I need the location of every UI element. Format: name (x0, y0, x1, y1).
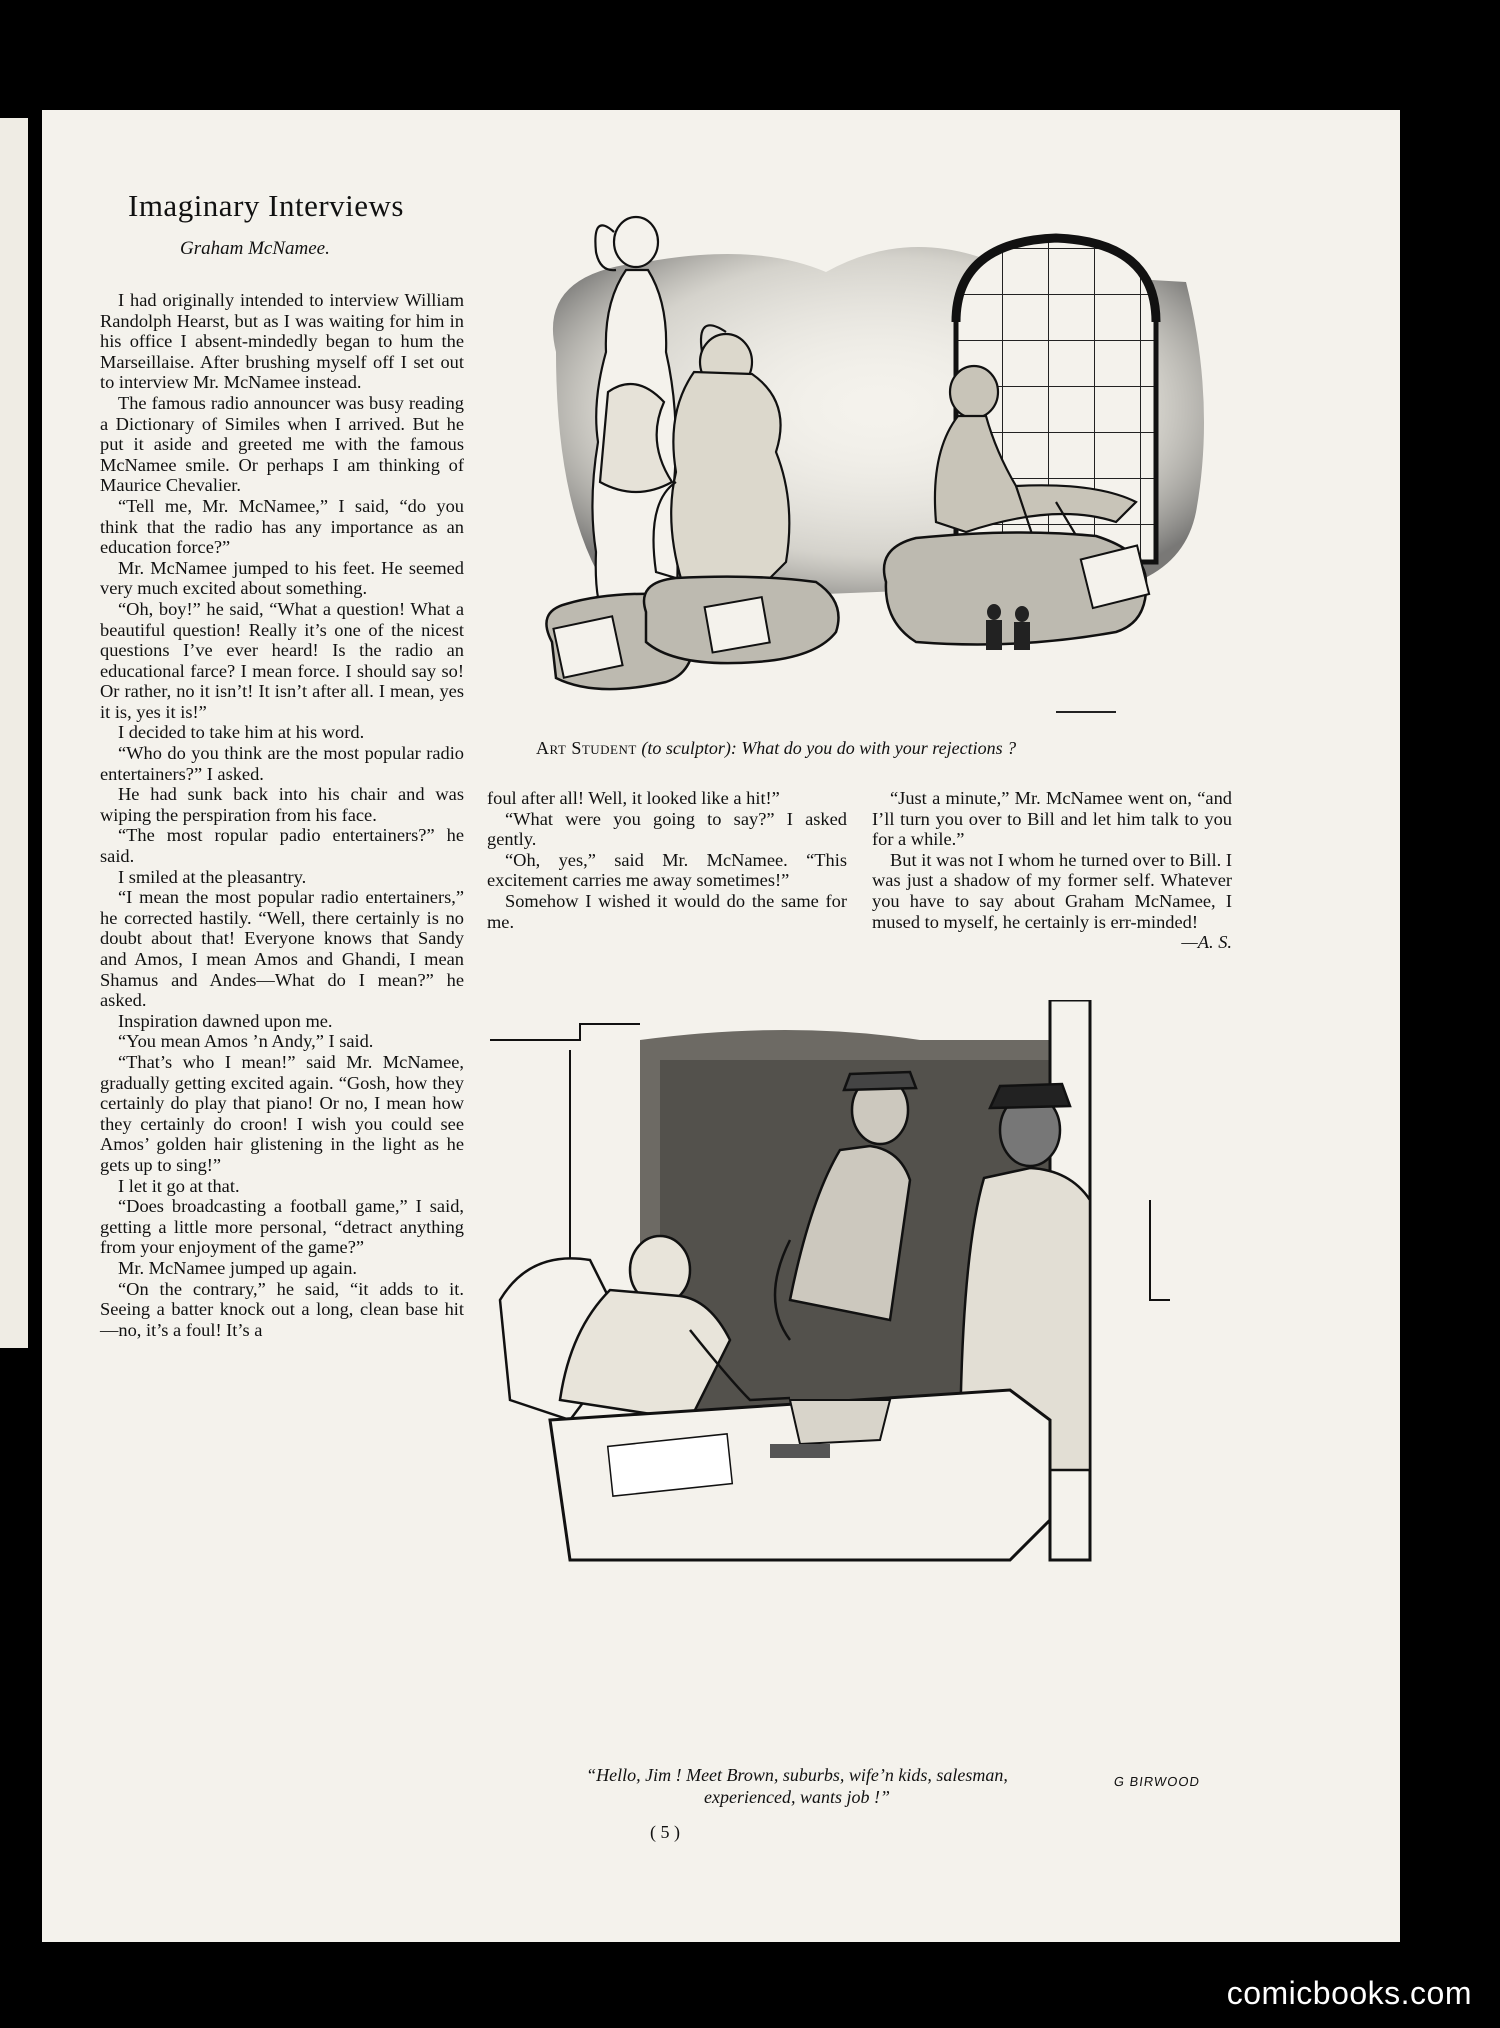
paragraph: Somehow I wished it would do the same for me. (487, 890, 847, 932)
paragraph: But it was not I whom he turned over to Bill. I was just a shadow of my former self. Whatever you have to say about Graham McNamee, I mused to myself, he certainly is err-minded! (872, 849, 1232, 932)
paragraph: “You mean Amos ’n Andy,” I said. (118, 1031, 374, 1052)
paragraph: “That’s who I mean!” said Mr. McNamee, gradually getting excited again. “Gosh, how they certainly do play that piano! Or no, I mean how they certainly do croon! I wish you could see Amos’ golden hair glistening in the light as he gets up to sing!” (100, 1051, 464, 1175)
paragraph: “I mean the most popular radio entertainers,” he corrected hastily. “Well, there certainly is no doubt about that! Everyone knows that Sandy and Amos, I mean Amos and Ghandi, I mean Shamus and Andes—What do I mean?” he asked. (100, 887, 464, 1011)
caption-line-1: “Hello, Jim ! Meet Brown, suburbs, wife’n kids, salesman, (586, 1765, 1008, 1785)
magazine-page (42, 110, 1400, 1942)
site-watermark: comicbooks.com (1226, 1975, 1472, 2011)
paragraph: I let it go at that. (118, 1175, 240, 1196)
paragraph: “Who do you think are the most popular radio entertainers?” I asked. (100, 743, 464, 784)
paragraph: I had originally intended to interview William Randolph Hearst, but as I was waiting for him in his office I absent-mindedly began to hum the Marseillaise. After brushing myself off I set out to interview Mr. McNamee instead. (100, 290, 464, 393)
paragraph: “Does broadcasting a football game,” I said, getting a little more personal, “detract anything from your enjoyment of the game?” (100, 1196, 464, 1258)
paragraph: Mr. McNamee jumped to his feet. He seemed very much excited about something. (100, 557, 464, 599)
paragraph: I decided to take him at his word. (118, 722, 365, 743)
paragraph: “Tell me, Mr. McNamee,” I said, “do you think that the radio has any importance as an education force?” (100, 495, 464, 558)
office-cartoon-caption (492, 1764, 1102, 1808)
caption-line-2: experienced, wants job !” (704, 1787, 890, 1807)
page-number: ( 5 ) (650, 1822, 680, 1842)
caption-line: What do you do with your rejections ? (741, 738, 1017, 758)
paragraph: The famous radio announcer was busy reading a Dictionary of Similes when I arrived. But he put it aside and greeted me with the famous McNamee smile. Or perhaps I am thinking of Maurice Chevalier. (100, 392, 464, 496)
article-column-2 (487, 788, 847, 932)
paragraph: “The most ropular padio entertainers?” he said. (100, 825, 464, 867)
paragraph: I smiled at the pleasantry. (118, 866, 307, 887)
office-cartoon-illustration (490, 1000, 1250, 1580)
paragraph: “Just a minute,” Mr. McNamee went on, “and I’ll turn you over to Bill and let him talk to you for a while.” (872, 788, 1232, 850)
paragraph: “Oh, boy!” he said, “What a question! What a beautiful question! Really it’s one of the nicest questions I’ve ever heard! Is the radio an educational farce? I mean force. I should say so! Or rather, no it isn’t! It isn’t after all. I mean, yes it is, yes it is!” (100, 598, 464, 722)
caption-direction: (to sculptor): (641, 738, 737, 758)
article-title: Imaginary Interviews (128, 188, 404, 223)
paragraph: Mr. McNamee jumped up again. (118, 1257, 358, 1278)
paragraph: foul after all! Well, it looked like a hit!” (487, 788, 780, 808)
paragraph: “What were you going to say?” I asked gently. (487, 808, 847, 850)
statues-cartoon-caption (536, 738, 1236, 759)
paragraph: “Oh, yes,” said Mr. McNamee. “This excitement carries me away sometimes!” (487, 849, 847, 891)
paragraph: Inspiration dawned upon me. (118, 1010, 333, 1031)
article-column-1 (100, 290, 464, 1340)
previous-page-edge (0, 118, 28, 1348)
paragraph: He had sunk back into his chair and was wiping the perspiration from his face. (100, 784, 464, 825)
article-byline: Graham McNamee. (180, 238, 330, 259)
caption-speaker: Art Student (536, 738, 637, 758)
cartoon-artist-signature: G BIRWOOD (1112, 1774, 1202, 1789)
paragraph: “On the contrary,” he said, “it adds to it. Seeing a batter knock out a long, clean base hit—no, it’s a foul! It’s a (100, 1278, 464, 1340)
article-signature: —A. S. (1181, 932, 1232, 953)
article-column-3 (872, 788, 1232, 953)
